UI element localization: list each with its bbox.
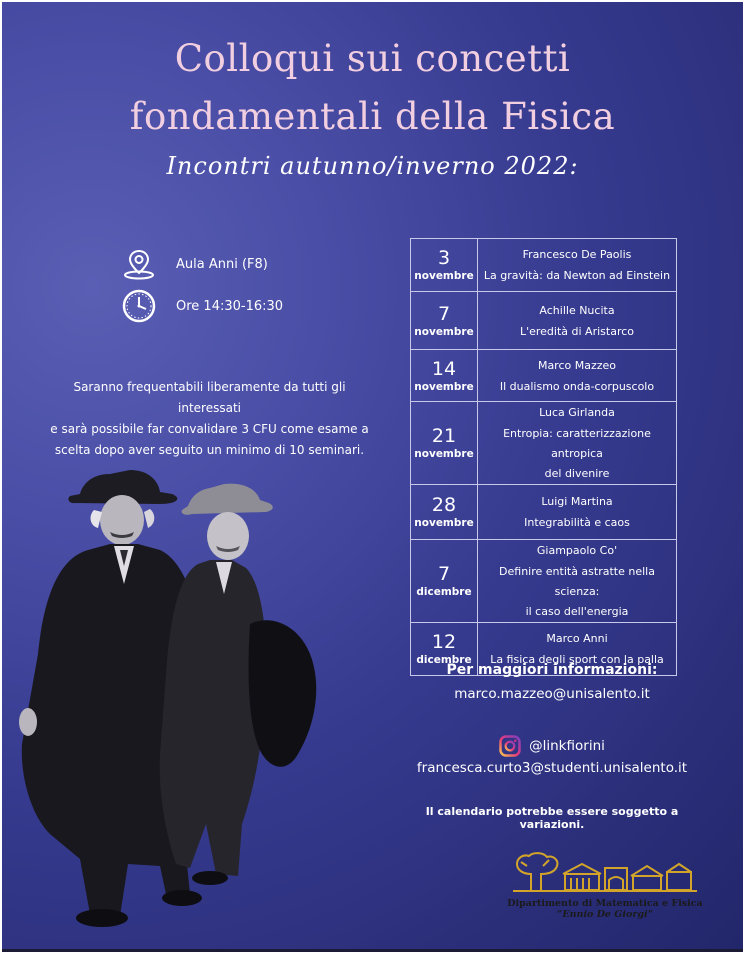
date-cell: [411, 402, 478, 485]
talk-topic: Integrabilità e caos: [524, 516, 630, 529]
speaker-name: Francesco De Paolis: [522, 248, 632, 261]
talk-topic: La fisica degli sport con la palla: [490, 653, 664, 666]
talk-cell: [478, 292, 677, 350]
contact-email-link-2[interactable]: francesca.curto3@studenti.unisalento.it: [416, 760, 688, 776]
page-title: [2, 30, 743, 146]
date-day: 3: [437, 247, 451, 269]
date-day: 21: [431, 425, 457, 447]
talk-cell: [478, 402, 677, 485]
date-day: 7: [437, 302, 451, 325]
talk-topic: Il dualismo onda-corpuscolo: [499, 379, 655, 393]
location-row: [122, 248, 268, 280]
table-row: [411, 540, 677, 623]
date-month: novembre: [414, 325, 474, 338]
date-month: novembre: [414, 517, 474, 529]
talk-cell: [478, 540, 677, 623]
instagram-handle: @linkfiorini: [529, 738, 605, 754]
contact-email-link[interactable]: marco.mazzeo@unisalento.it: [454, 686, 650, 702]
date-cell: [411, 350, 478, 402]
date-month: dicembre: [416, 586, 472, 598]
talk-topic: La gravità: da Newton ad Einstein: [483, 269, 671, 282]
clock-icon: [122, 289, 156, 323]
talk-cell: [478, 350, 677, 402]
date-cell: [411, 239, 478, 292]
table-row: [411, 239, 677, 292]
date-day: 14: [431, 357, 457, 380]
description-line-1: Saranno frequentabili liberamente da tutti gli interessati: [73, 380, 346, 415]
schedule-note: Il calendario potrebbe essere soggetto a variazioni.: [425, 805, 679, 831]
description: [42, 377, 377, 461]
poster: [2, 2, 743, 952]
location-pin-icon: [122, 248, 156, 280]
speaker-name: Luigi Martina: [541, 495, 613, 508]
logo-department-subname: “Ennio De Giorgi”: [556, 909, 654, 920]
description-line-3: scelta dopo aver seguito un minimo di 10 seminari.: [54, 443, 365, 457]
table-row: [411, 485, 677, 540]
title-line-1: Colloqui sui concetti: [174, 37, 571, 80]
title-line-2: fondamentali della Fisica: [129, 95, 616, 138]
date-cell: [411, 292, 478, 350]
speaker-name: Marco Mazzeo: [537, 358, 617, 372]
date-cell: [411, 540, 478, 623]
date-day: 12: [431, 631, 457, 653]
table-row: [411, 402, 677, 485]
time-label: Ore 14:30-16:30: [176, 298, 284, 314]
more-info-heading: Per maggiori informazioni:: [446, 662, 658, 678]
speaker-name: Achille Nucita: [539, 303, 615, 317]
date-month: novembre: [414, 270, 474, 282]
talk-topic: Definire entità astratte nella scienza:: [499, 565, 655, 598]
speaker-name: Marco Anni: [546, 632, 608, 645]
speaker-name: Giampaolo Co': [536, 544, 618, 557]
figures-illustration: [10, 454, 340, 934]
department-logo: [500, 852, 710, 920]
subtitle: Incontri autunno/inverno 2022:: [166, 152, 579, 180]
talk-cell: [478, 485, 677, 540]
date-cell: [411, 485, 478, 540]
location-label: Aula Anni (F8): [176, 256, 268, 272]
talk-topic: Entropia: caratterizzazione antropica: [503, 427, 651, 460]
calendar-table: [410, 238, 677, 676]
time-row: [122, 289, 283, 323]
talk-topic-cont: del divenire: [544, 467, 610, 480]
date-month: novembre: [414, 448, 474, 460]
department-building-icon: [505, 852, 705, 896]
description-line-2: e sarà possibile far convalidare 3 CFU come esame a: [50, 422, 369, 436]
instagram-link[interactable]: [392, 735, 712, 757]
date-day: 7: [437, 563, 451, 585]
date-day: 28: [431, 494, 457, 516]
talk-topic-cont: il caso dell'energia: [525, 605, 629, 618]
table-row: [411, 350, 677, 402]
talk-cell: [478, 239, 677, 292]
speaker-name: Luca Girlanda: [539, 406, 615, 419]
table-row: [411, 292, 677, 350]
date-month: dicembre: [416, 654, 472, 666]
logo-department-name: Dipartimento di Matematica e Fisica: [507, 898, 703, 909]
talk-topic: L'eredità di Aristarco: [519, 324, 635, 338]
instagram-icon: [499, 735, 521, 757]
date-month: novembre: [414, 380, 474, 393]
